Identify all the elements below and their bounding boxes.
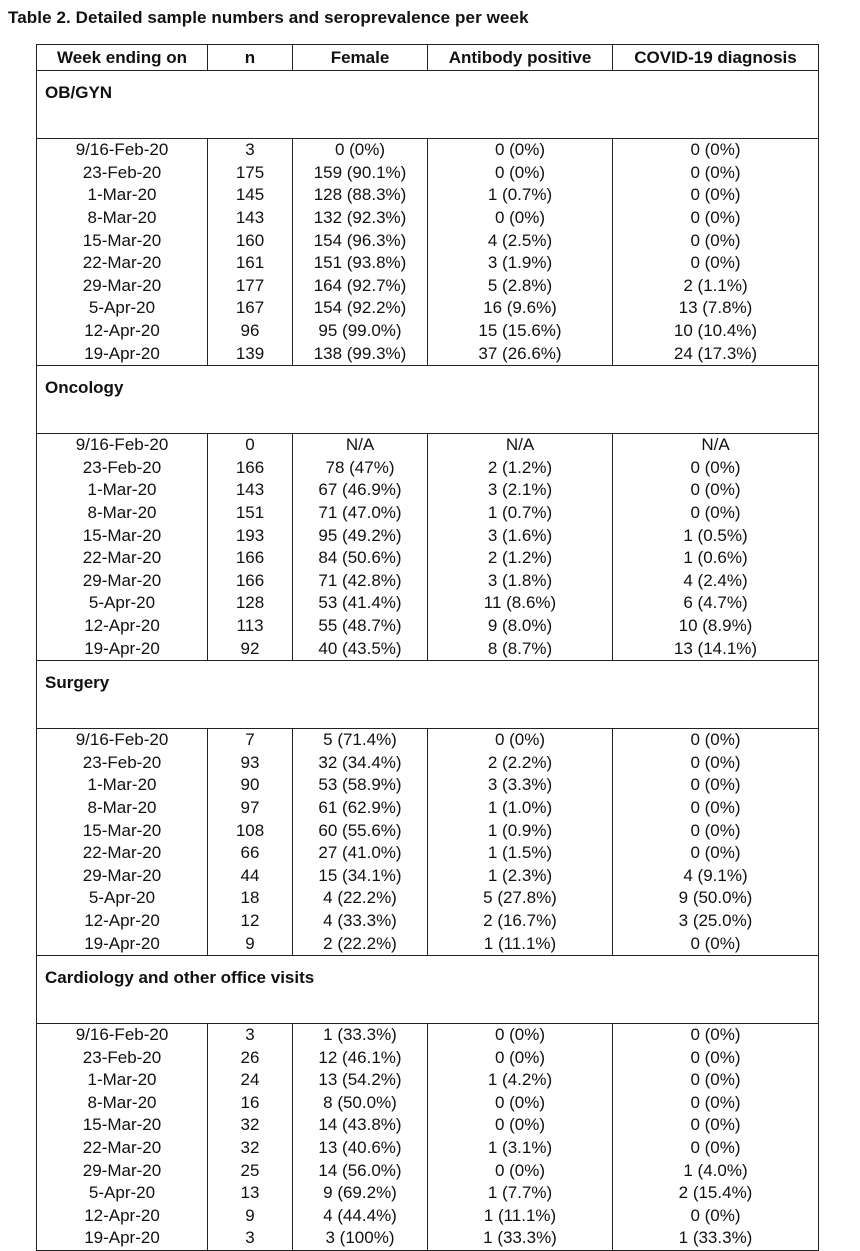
table-row bbox=[37, 819, 819, 842]
cell-female: 1 (33.3%) bbox=[293, 1023, 428, 1046]
section-title: Surgery bbox=[37, 660, 819, 728]
cell-antibody: 2 (1.2%) bbox=[428, 547, 613, 570]
cell-diagnosis: 6 (4.7%) bbox=[613, 592, 819, 615]
table-row bbox=[37, 275, 819, 298]
table-row bbox=[37, 229, 819, 252]
cell-week: 5-Apr-20 bbox=[37, 1182, 208, 1205]
cell-diagnosis: 0 (0%) bbox=[613, 1205, 819, 1228]
cell-diagnosis: 0 (0%) bbox=[613, 728, 819, 751]
table-row bbox=[37, 910, 819, 933]
cell-week: 29-Mar-20 bbox=[37, 570, 208, 593]
cell-female: 14 (43.8%) bbox=[293, 1114, 428, 1137]
cell-diagnosis: 13 (7.8%) bbox=[613, 297, 819, 320]
cell-week: 22-Mar-20 bbox=[37, 842, 208, 865]
cell-n: 161 bbox=[208, 252, 293, 275]
cell-antibody: 2 (1.2%) bbox=[428, 457, 613, 480]
cell-n: 0 bbox=[208, 433, 293, 456]
table-row bbox=[37, 252, 819, 275]
cell-week: 15-Mar-20 bbox=[37, 819, 208, 842]
cell-diagnosis: 0 (0%) bbox=[613, 479, 819, 502]
cell-n: 18 bbox=[208, 887, 293, 910]
cell-n: 26 bbox=[208, 1046, 293, 1069]
cell-n: 32 bbox=[208, 1137, 293, 1160]
cell-diagnosis: 0 (0%) bbox=[613, 819, 819, 842]
cell-diagnosis: 4 (9.1%) bbox=[613, 864, 819, 887]
table-row bbox=[37, 615, 819, 638]
cell-diagnosis: 1 (4.0%) bbox=[613, 1159, 819, 1182]
cell-antibody: 0 (0%) bbox=[428, 207, 613, 230]
cell-n: 3 bbox=[208, 139, 293, 162]
cell-antibody: 15 (15.6%) bbox=[428, 320, 613, 343]
cell-diagnosis: 0 (0%) bbox=[613, 1046, 819, 1069]
cell-week: 15-Mar-20 bbox=[37, 1114, 208, 1137]
cell-n: 128 bbox=[208, 592, 293, 615]
cell-n: 97 bbox=[208, 797, 293, 820]
cell-week: 12-Apr-20 bbox=[37, 320, 208, 343]
section-header-row bbox=[37, 365, 819, 433]
cell-antibody: 2 (2.2%) bbox=[428, 751, 613, 774]
cell-antibody: 37 (26.6%) bbox=[428, 342, 613, 365]
cell-female: 14 (56.0%) bbox=[293, 1159, 428, 1182]
cell-diagnosis: 0 (0%) bbox=[613, 252, 819, 275]
cell-week: 12-Apr-20 bbox=[37, 615, 208, 638]
cell-diagnosis: 9 (50.0%) bbox=[613, 887, 819, 910]
cell-antibody: 5 (2.8%) bbox=[428, 275, 613, 298]
section-header-row bbox=[37, 71, 819, 139]
cell-n: 160 bbox=[208, 229, 293, 252]
cell-week: 23-Feb-20 bbox=[37, 751, 208, 774]
table-body bbox=[37, 71, 819, 1251]
table-row bbox=[37, 728, 819, 751]
cell-female: 138 (99.3%) bbox=[293, 342, 428, 365]
cell-female: 164 (92.7%) bbox=[293, 275, 428, 298]
section-title: OB/GYN bbox=[37, 71, 819, 139]
cell-week: 22-Mar-20 bbox=[37, 547, 208, 570]
cell-n: 177 bbox=[208, 275, 293, 298]
cell-diagnosis: 13 (14.1%) bbox=[613, 637, 819, 660]
cell-n: 16 bbox=[208, 1092, 293, 1115]
cell-week: 29-Mar-20 bbox=[37, 864, 208, 887]
table-row bbox=[37, 887, 819, 910]
cell-female: 4 (44.4%) bbox=[293, 1205, 428, 1228]
cell-antibody: 0 (0%) bbox=[428, 1023, 613, 1046]
cell-female: 53 (41.4%) bbox=[293, 592, 428, 615]
cell-week: 1-Mar-20 bbox=[37, 1069, 208, 1092]
table-row bbox=[37, 1227, 819, 1250]
table-row bbox=[37, 1114, 819, 1137]
cell-diagnosis: 0 (0%) bbox=[613, 1114, 819, 1137]
cell-week: 23-Feb-20 bbox=[37, 1046, 208, 1069]
cell-female: 32 (34.4%) bbox=[293, 751, 428, 774]
cell-week: 22-Mar-20 bbox=[37, 252, 208, 275]
cell-diagnosis: 0 (0%) bbox=[613, 162, 819, 185]
cell-female: 60 (55.6%) bbox=[293, 819, 428, 842]
cell-antibody: 0 (0%) bbox=[428, 139, 613, 162]
col-header-week: Week ending on bbox=[37, 45, 208, 71]
cell-female: 3 (100%) bbox=[293, 1227, 428, 1250]
table-row bbox=[37, 864, 819, 887]
table-row bbox=[37, 774, 819, 797]
table-row bbox=[37, 342, 819, 365]
cell-female: 12 (46.1%) bbox=[293, 1046, 428, 1069]
cell-female: 55 (48.7%) bbox=[293, 615, 428, 638]
cell-antibody: 9 (8.0%) bbox=[428, 615, 613, 638]
cell-female: 13 (40.6%) bbox=[293, 1137, 428, 1160]
cell-week: 23-Feb-20 bbox=[37, 457, 208, 480]
cell-n: 24 bbox=[208, 1069, 293, 1092]
cell-antibody: 11 (8.6%) bbox=[428, 592, 613, 615]
cell-antibody: 1 (0.9%) bbox=[428, 819, 613, 842]
cell-antibody: 3 (1.8%) bbox=[428, 570, 613, 593]
cell-n: 9 bbox=[208, 1205, 293, 1228]
cell-female: 71 (42.8%) bbox=[293, 570, 428, 593]
table-row bbox=[37, 797, 819, 820]
cell-diagnosis: 0 (0%) bbox=[613, 1023, 819, 1046]
table-row bbox=[37, 433, 819, 456]
cell-female: 15 (34.1%) bbox=[293, 864, 428, 887]
cell-antibody: 1 (4.2%) bbox=[428, 1069, 613, 1092]
cell-female: 0 (0%) bbox=[293, 139, 428, 162]
cell-diagnosis: 0 (0%) bbox=[613, 932, 819, 955]
table-row bbox=[37, 1205, 819, 1228]
table-row bbox=[37, 1023, 819, 1046]
cell-antibody: 8 (8.7%) bbox=[428, 637, 613, 660]
cell-week: 15-Mar-20 bbox=[37, 524, 208, 547]
cell-diagnosis: 10 (8.9%) bbox=[613, 615, 819, 638]
cell-antibody: 1 (2.3%) bbox=[428, 864, 613, 887]
cell-female: 71 (47.0%) bbox=[293, 502, 428, 525]
cell-antibody: 1 (3.1%) bbox=[428, 1137, 613, 1160]
cell-week: 19-Apr-20 bbox=[37, 342, 208, 365]
section-header-row bbox=[37, 660, 819, 728]
cell-n: 90 bbox=[208, 774, 293, 797]
cell-diagnosis: 1 (0.5%) bbox=[613, 524, 819, 547]
col-header-n: n bbox=[208, 45, 293, 71]
cell-n: 151 bbox=[208, 502, 293, 525]
cell-diagnosis: 3 (25.0%) bbox=[613, 910, 819, 933]
cell-diagnosis: 0 (0%) bbox=[613, 502, 819, 525]
cell-diagnosis: 0 (0%) bbox=[613, 842, 819, 865]
cell-antibody: 0 (0%) bbox=[428, 728, 613, 751]
table-row bbox=[37, 1182, 819, 1205]
cell-female: 128 (88.3%) bbox=[293, 184, 428, 207]
cell-antibody: 3 (3.3%) bbox=[428, 774, 613, 797]
cell-week: 8-Mar-20 bbox=[37, 797, 208, 820]
table-row bbox=[37, 524, 819, 547]
table-row bbox=[37, 1137, 819, 1160]
cell-female: 132 (92.3%) bbox=[293, 207, 428, 230]
cell-n: 66 bbox=[208, 842, 293, 865]
col-header-female: Female bbox=[293, 45, 428, 71]
cell-diagnosis: 0 (0%) bbox=[613, 207, 819, 230]
section-title: Cardiology and other office visits bbox=[37, 955, 819, 1023]
table-row bbox=[37, 842, 819, 865]
cell-antibody: 3 (2.1%) bbox=[428, 479, 613, 502]
cell-diagnosis: 0 (0%) bbox=[613, 1069, 819, 1092]
cell-female: 95 (99.0%) bbox=[293, 320, 428, 343]
cell-antibody: 1 (0.7%) bbox=[428, 184, 613, 207]
cell-diagnosis: 4 (2.4%) bbox=[613, 570, 819, 593]
col-header-antibody: Antibody positive bbox=[428, 45, 613, 71]
cell-diagnosis: N/A bbox=[613, 433, 819, 456]
cell-diagnosis: 1 (0.6%) bbox=[613, 547, 819, 570]
cell-week: 19-Apr-20 bbox=[37, 932, 208, 955]
table-row bbox=[37, 457, 819, 480]
cell-n: 166 bbox=[208, 457, 293, 480]
cell-antibody: 5 (27.8%) bbox=[428, 887, 613, 910]
cell-n: 9 bbox=[208, 932, 293, 955]
cell-antibody: 1 (11.1%) bbox=[428, 932, 613, 955]
cell-female: 2 (22.2%) bbox=[293, 932, 428, 955]
cell-n: 3 bbox=[208, 1023, 293, 1046]
cell-female: 159 (90.1%) bbox=[293, 162, 428, 185]
table-row bbox=[37, 1092, 819, 1115]
cell-week: 19-Apr-20 bbox=[37, 637, 208, 660]
section-header-row bbox=[37, 955, 819, 1023]
cell-antibody: 0 (0%) bbox=[428, 162, 613, 185]
cell-n: 92 bbox=[208, 637, 293, 660]
table-row bbox=[37, 547, 819, 570]
cell-n: 113 bbox=[208, 615, 293, 638]
header-row bbox=[37, 45, 819, 71]
cell-diagnosis: 0 (0%) bbox=[613, 139, 819, 162]
col-header-diagnosis: COVID-19 diagnosis bbox=[613, 45, 819, 71]
cell-week: 5-Apr-20 bbox=[37, 297, 208, 320]
cell-n: 44 bbox=[208, 864, 293, 887]
table-row bbox=[37, 1069, 819, 1092]
cell-diagnosis: 0 (0%) bbox=[613, 1137, 819, 1160]
cell-week: 5-Apr-20 bbox=[37, 887, 208, 910]
table-row bbox=[37, 139, 819, 162]
cell-n: 12 bbox=[208, 910, 293, 933]
section-title: Oncology bbox=[37, 365, 819, 433]
cell-n: 13 bbox=[208, 1182, 293, 1205]
cell-week: 9/16-Feb-20 bbox=[37, 1023, 208, 1046]
cell-n: 7 bbox=[208, 728, 293, 751]
cell-female: 151 (93.8%) bbox=[293, 252, 428, 275]
cell-diagnosis: 0 (0%) bbox=[613, 229, 819, 252]
cell-n: 167 bbox=[208, 297, 293, 320]
cell-week: 1-Mar-20 bbox=[37, 479, 208, 502]
cell-n: 166 bbox=[208, 547, 293, 570]
cell-antibody: 1 (11.1%) bbox=[428, 1205, 613, 1228]
cell-n: 108 bbox=[208, 819, 293, 842]
cell-antibody: N/A bbox=[428, 433, 613, 456]
cell-female: 95 (49.2%) bbox=[293, 524, 428, 547]
cell-female: 61 (62.9%) bbox=[293, 797, 428, 820]
cell-female: 9 (69.2%) bbox=[293, 1182, 428, 1205]
cell-n: 143 bbox=[208, 479, 293, 502]
cell-antibody: 4 (2.5%) bbox=[428, 229, 613, 252]
table-row bbox=[37, 1046, 819, 1069]
cell-n: 143 bbox=[208, 207, 293, 230]
cell-diagnosis: 0 (0%) bbox=[613, 797, 819, 820]
table-row bbox=[37, 184, 819, 207]
cell-antibody: 1 (33.3%) bbox=[428, 1227, 613, 1250]
cell-female: 27 (41.0%) bbox=[293, 842, 428, 865]
seroprevalence-table bbox=[36, 44, 819, 1251]
cell-antibody: 2 (16.7%) bbox=[428, 910, 613, 933]
cell-week: 8-Mar-20 bbox=[37, 207, 208, 230]
table-row bbox=[37, 479, 819, 502]
cell-week: 9/16-Feb-20 bbox=[37, 728, 208, 751]
cell-female: 154 (92.2%) bbox=[293, 297, 428, 320]
cell-n: 25 bbox=[208, 1159, 293, 1182]
cell-week: 19-Apr-20 bbox=[37, 1227, 208, 1250]
cell-week: 8-Mar-20 bbox=[37, 1092, 208, 1115]
cell-female: 13 (54.2%) bbox=[293, 1069, 428, 1092]
cell-antibody: 0 (0%) bbox=[428, 1046, 613, 1069]
table-row bbox=[37, 932, 819, 955]
cell-female: 53 (58.9%) bbox=[293, 774, 428, 797]
cell-female: 154 (96.3%) bbox=[293, 229, 428, 252]
table-row bbox=[37, 162, 819, 185]
cell-week: 8-Mar-20 bbox=[37, 502, 208, 525]
cell-diagnosis: 0 (0%) bbox=[613, 774, 819, 797]
cell-diagnosis: 0 (0%) bbox=[613, 184, 819, 207]
cell-female: 84 (50.6%) bbox=[293, 547, 428, 570]
cell-antibody: 3 (1.6%) bbox=[428, 524, 613, 547]
cell-antibody: 1 (7.7%) bbox=[428, 1182, 613, 1205]
cell-n: 32 bbox=[208, 1114, 293, 1137]
cell-n: 93 bbox=[208, 751, 293, 774]
cell-week: 29-Mar-20 bbox=[37, 1159, 208, 1182]
cell-week: 1-Mar-20 bbox=[37, 184, 208, 207]
cell-week: 1-Mar-20 bbox=[37, 774, 208, 797]
table-caption: Table 2. Detailed sample numbers and seroprevalence per week bbox=[8, 8, 529, 27]
cell-antibody: 1 (1.5%) bbox=[428, 842, 613, 865]
cell-female: 78 (47%) bbox=[293, 457, 428, 480]
cell-n: 145 bbox=[208, 184, 293, 207]
cell-week: 5-Apr-20 bbox=[37, 592, 208, 615]
cell-n: 193 bbox=[208, 524, 293, 547]
table-row bbox=[37, 320, 819, 343]
cell-female: 67 (46.9%) bbox=[293, 479, 428, 502]
cell-antibody: 16 (9.6%) bbox=[428, 297, 613, 320]
cell-diagnosis: 0 (0%) bbox=[613, 457, 819, 480]
cell-n: 175 bbox=[208, 162, 293, 185]
cell-n: 96 bbox=[208, 320, 293, 343]
cell-female: N/A bbox=[293, 433, 428, 456]
cell-female: 40 (43.5%) bbox=[293, 637, 428, 660]
cell-female: 4 (33.3%) bbox=[293, 910, 428, 933]
cell-n: 139 bbox=[208, 342, 293, 365]
cell-week: 15-Mar-20 bbox=[37, 229, 208, 252]
cell-diagnosis: 0 (0%) bbox=[613, 751, 819, 774]
cell-diagnosis: 1 (33.3%) bbox=[613, 1227, 819, 1250]
table-row bbox=[37, 1159, 819, 1182]
cell-antibody: 0 (0%) bbox=[428, 1114, 613, 1137]
cell-week: 9/16-Feb-20 bbox=[37, 433, 208, 456]
cell-antibody: 3 (1.9%) bbox=[428, 252, 613, 275]
cell-n: 3 bbox=[208, 1227, 293, 1250]
cell-diagnosis: 0 (0%) bbox=[613, 1092, 819, 1115]
cell-diagnosis: 24 (17.3%) bbox=[613, 342, 819, 365]
cell-week: 23-Feb-20 bbox=[37, 162, 208, 185]
cell-week: 29-Mar-20 bbox=[37, 275, 208, 298]
table-row bbox=[37, 592, 819, 615]
cell-antibody: 0 (0%) bbox=[428, 1092, 613, 1115]
cell-n: 166 bbox=[208, 570, 293, 593]
table-row bbox=[37, 207, 819, 230]
table-row bbox=[37, 751, 819, 774]
cell-week: 22-Mar-20 bbox=[37, 1137, 208, 1160]
cell-week: 12-Apr-20 bbox=[37, 910, 208, 933]
cell-week: 9/16-Feb-20 bbox=[37, 139, 208, 162]
cell-antibody: 1 (0.7%) bbox=[428, 502, 613, 525]
table-row bbox=[37, 297, 819, 320]
cell-week: 12-Apr-20 bbox=[37, 1205, 208, 1228]
table-row bbox=[37, 637, 819, 660]
cell-antibody: 1 (1.0%) bbox=[428, 797, 613, 820]
table-row bbox=[37, 502, 819, 525]
cell-female: 5 (71.4%) bbox=[293, 728, 428, 751]
cell-female: 4 (22.2%) bbox=[293, 887, 428, 910]
table-row bbox=[37, 570, 819, 593]
cell-diagnosis: 2 (1.1%) bbox=[613, 275, 819, 298]
cell-female: 8 (50.0%) bbox=[293, 1092, 428, 1115]
cell-diagnosis: 10 (10.4%) bbox=[613, 320, 819, 343]
cell-antibody: 0 (0%) bbox=[428, 1159, 613, 1182]
cell-diagnosis: 2 (15.4%) bbox=[613, 1182, 819, 1205]
